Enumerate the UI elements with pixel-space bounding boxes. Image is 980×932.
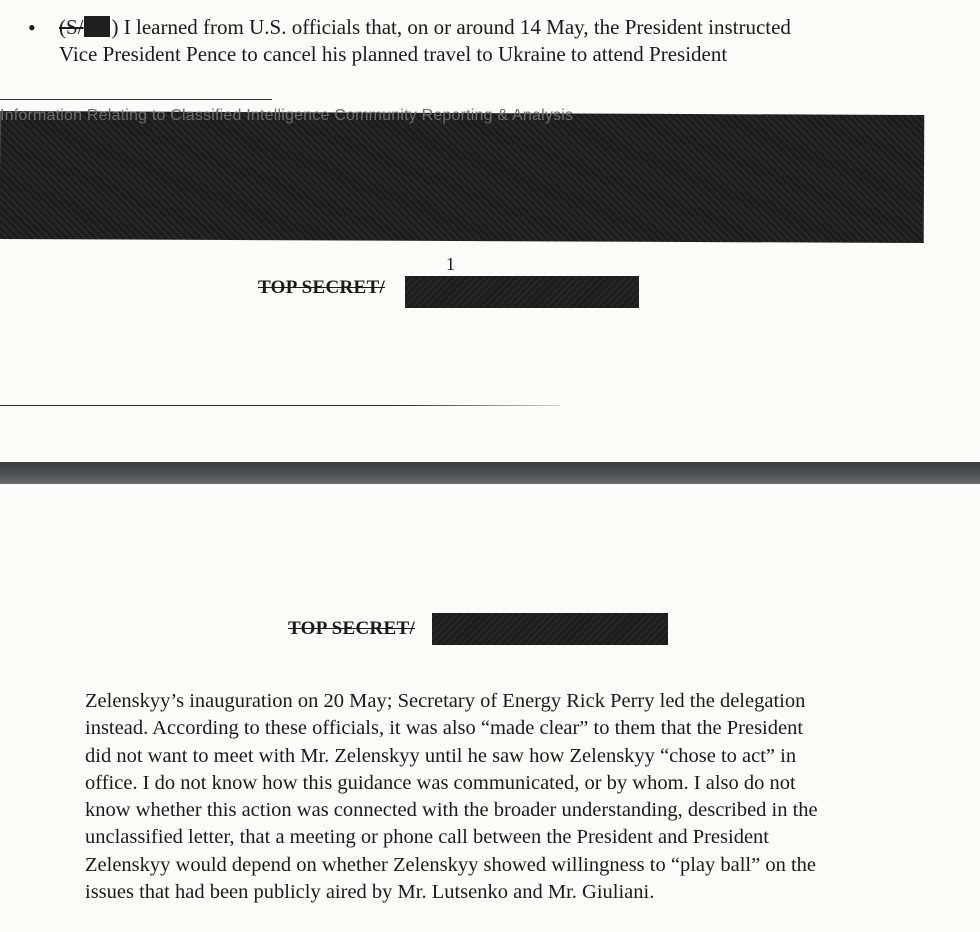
bullet-text-line-2: Vice President Pence to cancel his planned travel to Ukraine to attend President	[59, 42, 728, 66]
paragraph-line: know whether this action was connected with the broader understanding, described in the	[85, 799, 818, 822]
paragraph-line: Zelenskyy would depend on whether Zelenskyy showed willingness to “play ball” on the	[85, 853, 817, 876]
document-page-1	[0, 0, 980, 462]
footnote-redaction-block	[0, 111, 924, 243]
paragraph-line: instead. According to these officials, it was also “made clear” to them that the President	[85, 717, 804, 740]
redaction-caption: Information Relating to Classified Intelligence Community Reporting & Analysis	[0, 107, 574, 124]
bullet-line-1	[59, 14, 939, 41]
page-rule	[0, 405, 560, 406]
bullet-text	[59, 14, 939, 68]
page-separator	[0, 462, 980, 484]
paragraph-classification-close: )	[111, 15, 119, 39]
redaction-mark	[84, 16, 110, 37]
classification-redaction	[405, 276, 639, 308]
paragraph-line: office. I do not know how this guidance was communicated, or by whom. I also do not	[85, 771, 796, 794]
classification-redaction	[432, 613, 668, 645]
bullet-text-line-1: I learned from U.S. officials that, on or around 14 May, the President instructed	[118, 15, 791, 39]
paragraph-line: issues that had been publicly aired by Mr. Lutsenko and Mr. Giuliani.	[85, 881, 655, 904]
paragraph-line: unclassified letter, that a meeting or phone call between the President and President	[85, 826, 769, 849]
classification-label: TOP SECRET/	[258, 277, 386, 298]
page-number: 1	[446, 254, 455, 274]
classification-footer	[258, 277, 385, 299]
classification-header	[288, 618, 415, 640]
classification-label: TOP SECRET/	[288, 618, 416, 639]
paragraph-classification-marking: (S/	[59, 15, 84, 39]
body-paragraph	[85, 688, 945, 906]
paragraph-line: did not want to meet with Mr. Zelenskyy until he saw how Zelenskyy “chose to act” in	[85, 744, 797, 767]
footnote-rule	[0, 99, 272, 100]
paragraph-line: Zelenskyy’s inauguration on 20 May; Secretary of Energy Rick Perry led the delegation	[85, 690, 806, 712]
bullet-marker: •	[28, 15, 36, 40]
